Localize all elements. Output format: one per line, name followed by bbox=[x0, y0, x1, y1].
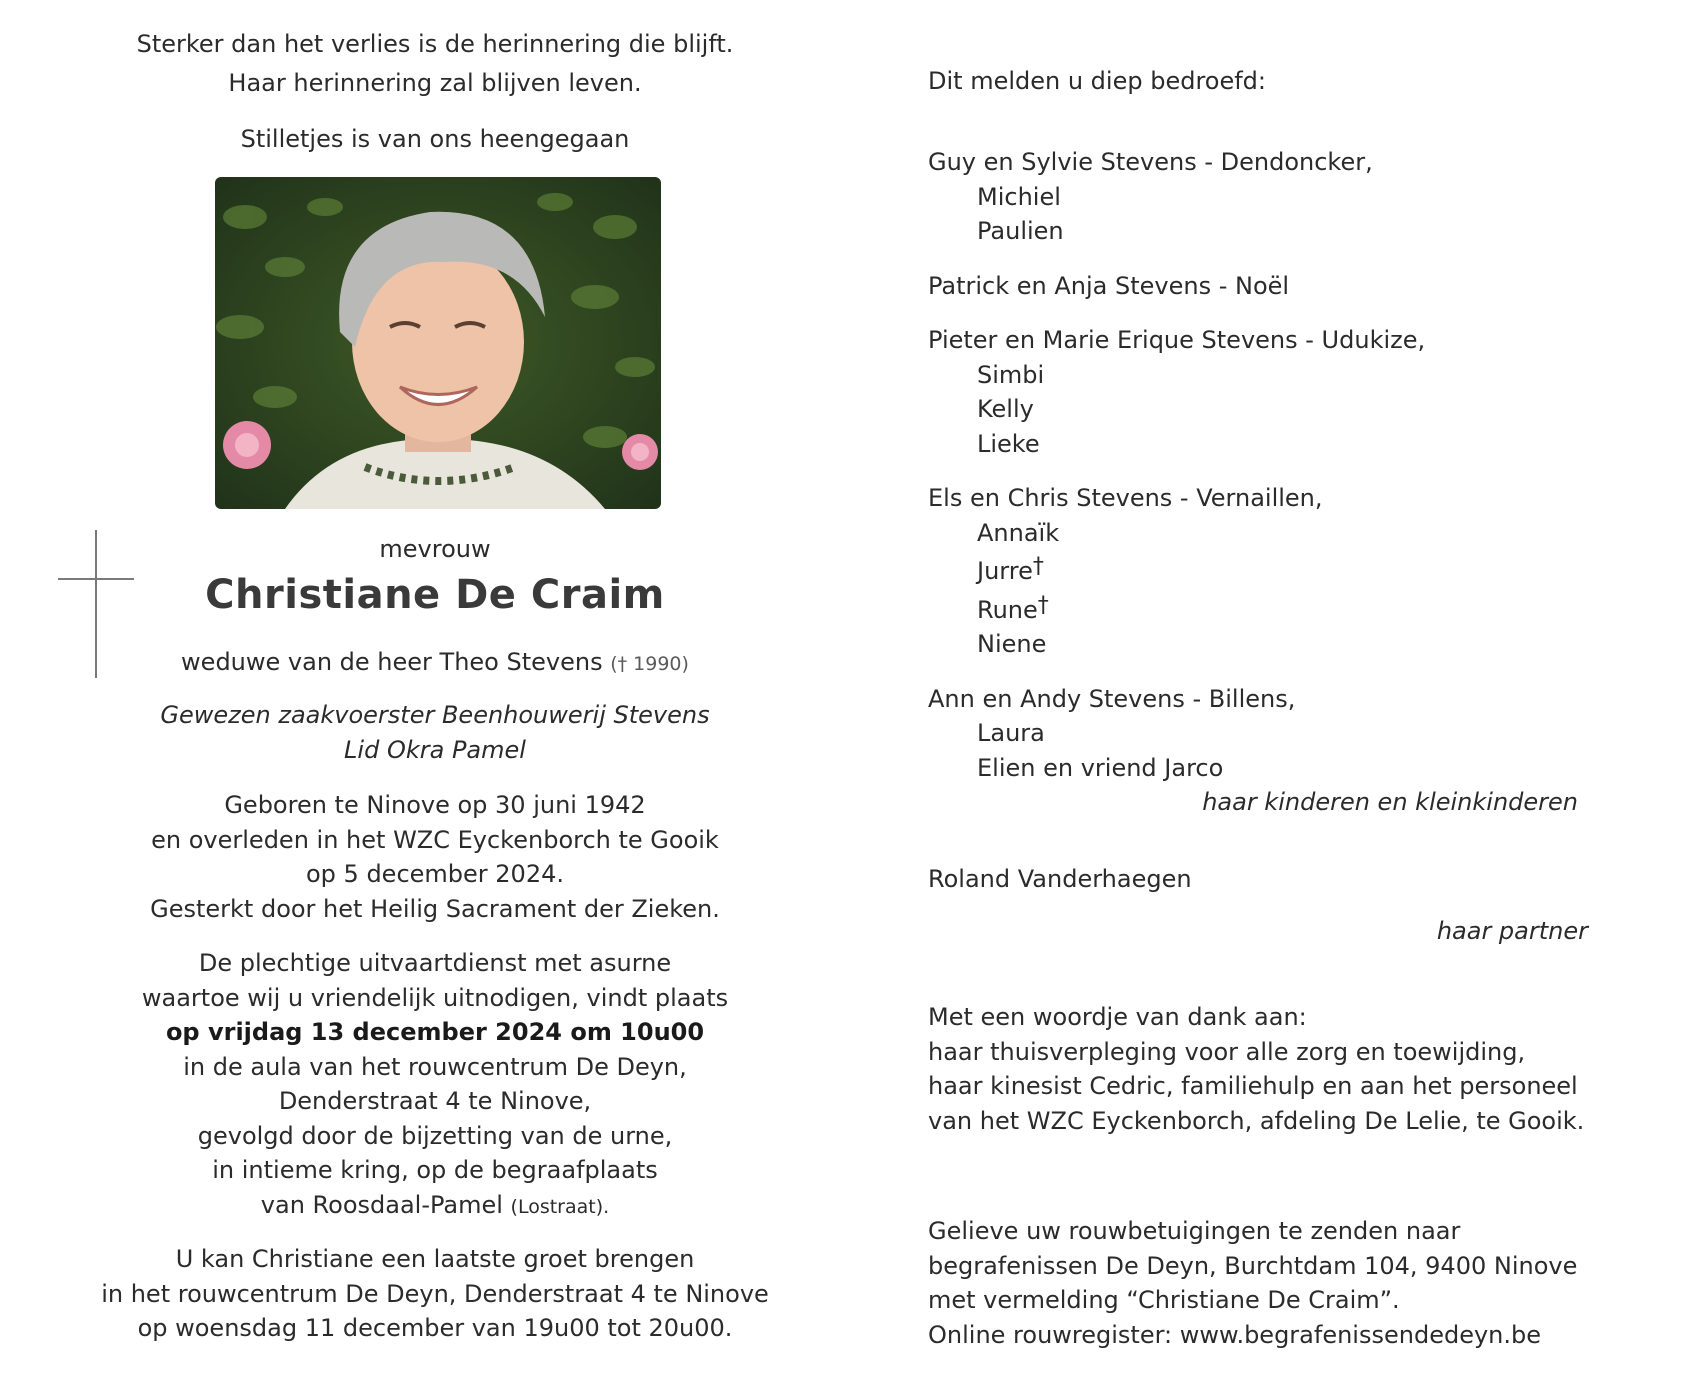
widow-year: († 1990) bbox=[610, 653, 689, 675]
intro-text: Stilletjes is van ons heengegaan bbox=[240, 125, 630, 153]
announce-text: Dit melden u diep bedroefd: bbox=[928, 67, 1267, 95]
family-child-name: Jurre bbox=[977, 557, 1033, 585]
birth-death-line: op 5 december 2024. bbox=[306, 860, 564, 888]
portrait-photo bbox=[215, 177, 661, 509]
dagger-icon: † bbox=[1032, 554, 1044, 579]
thanks-line: haar kinesist Cedric, familiehulp en aan het personeel bbox=[928, 1072, 1578, 1100]
family-head: Guy en Sylvie Stevens - Dendoncker, bbox=[928, 148, 1373, 176]
condolence-line: Online rouwregister: www.begrafenissendedeyn.be bbox=[928, 1320, 1541, 1349]
birth-death-block bbox=[0, 788, 870, 926]
family-child: Niene bbox=[977, 630, 1047, 658]
role-line-1: Gewezen zaakvoerster Beenhouwerij Stevens bbox=[160, 701, 710, 729]
widow-text: weduwe van de heer Theo Stevens bbox=[181, 648, 603, 676]
funeral-block bbox=[0, 946, 870, 1224]
quote-line-1: Sterker dan het verlies is de herinnering die blijft. bbox=[136, 30, 734, 58]
funeral-date: op vrijdag 13 december 2024 om 10u00 bbox=[165, 1018, 705, 1046]
quote-line-2: Haar herinnering zal blijven leven. bbox=[228, 69, 642, 97]
widow-line bbox=[0, 645, 870, 682]
thanks-line: haar thuisverpleging voor alle zorg en toewijding, bbox=[928, 1037, 1526, 1066]
funeral-line: De plechtige uitvaartdienst met asurne bbox=[198, 949, 672, 977]
thanks-block bbox=[928, 1000, 1588, 1138]
partner-name: Roland Vanderhaegen bbox=[928, 865, 1192, 893]
visit-line: op woensdag 11 december van 19u00 tot 20u00. bbox=[137, 1314, 733, 1342]
funeral-place-line bbox=[0, 1188, 870, 1225]
visit-line: in het rouwcentrum De Deyn, Denderstraat 4 te Ninove bbox=[101, 1279, 769, 1308]
funeral-place-street: (Lostraat). bbox=[510, 1195, 610, 1218]
family-head: Patrick en Anja Stevens - Noël bbox=[928, 271, 1290, 300]
condolence-line: Gelieve uw rouwbetuigingen te zenden naar bbox=[928, 1217, 1461, 1245]
family-child: Kelly bbox=[977, 395, 1034, 423]
birth-death-line: Gesterkt door het Heilig Sacrament der Zieken. bbox=[150, 894, 720, 923]
dagger-icon: † bbox=[1037, 592, 1049, 618]
role-line-2: Lid Okra Pamel bbox=[344, 736, 526, 764]
funeral-line: gevolgd door de bijzetting van de urne, bbox=[197, 1121, 673, 1150]
family-child: Michiel bbox=[977, 182, 1061, 211]
family-list bbox=[928, 145, 1588, 820]
funeral-place: van Roosdaal-Pamel bbox=[260, 1190, 503, 1219]
children-signature: haar kinderen en kleinkinderen bbox=[1202, 788, 1578, 816]
family-child: Annaïk bbox=[977, 518, 1060, 547]
family-child-deceased bbox=[928, 550, 1588, 589]
thanks-line: Met een woordje van dank aan: bbox=[928, 1003, 1307, 1031]
family-child-deceased bbox=[928, 589, 1588, 628]
family-head: Ann en Andy Stevens - Billens, bbox=[928, 684, 1296, 713]
family-head: Pieter en Marie Erique Stevens - Udukize, bbox=[928, 326, 1426, 354]
condolence-line: met vermelding “Christiane De Craim”. bbox=[928, 1286, 1400, 1314]
funeral-line: in intieme kring, op de begraafplaats bbox=[212, 1156, 658, 1184]
funeral-line: Denderstraat 4 te Ninove, bbox=[278, 1087, 592, 1115]
deceased-name: Christiane De Craim bbox=[205, 572, 665, 618]
funeral-line: in de aula van het rouwcentrum De Deyn, bbox=[183, 1052, 687, 1081]
condolence-line: begrafenissen De Deyn, Burchtdam 104, 9400 Ninove bbox=[928, 1251, 1578, 1280]
condolence-block bbox=[928, 1214, 1588, 1352]
family-child: Paulien bbox=[977, 217, 1064, 245]
title-prefix: mevrouw bbox=[379, 535, 491, 563]
family-child: Simbi bbox=[977, 360, 1045, 389]
family-child-name: Rune bbox=[977, 595, 1038, 624]
funeral-line: waartoe wij u vriendelijk uitnodigen, vindt plaats bbox=[141, 983, 729, 1012]
partner-signature: haar partner bbox=[1436, 917, 1588, 945]
family-child: Laura bbox=[977, 719, 1045, 747]
visit-line: U kan Christiane een laatste groet brengen bbox=[175, 1245, 695, 1273]
family-child: Elien en vriend Jarco bbox=[977, 753, 1224, 782]
family-head: Els en Chris Stevens - Vernaillen, bbox=[928, 484, 1323, 512]
family-child: Lieke bbox=[977, 429, 1040, 458]
thanks-line: van het WZC Eyckenborch, afdeling De Lelie, te Gooik. bbox=[928, 1106, 1585, 1135]
visit-block bbox=[0, 1242, 870, 1346]
birth-death-line: en overleden in het WZC Eyckenborch te Gooik bbox=[151, 825, 719, 854]
birth-death-line: Geboren te Ninove op 30 juni 1942 bbox=[224, 791, 646, 819]
